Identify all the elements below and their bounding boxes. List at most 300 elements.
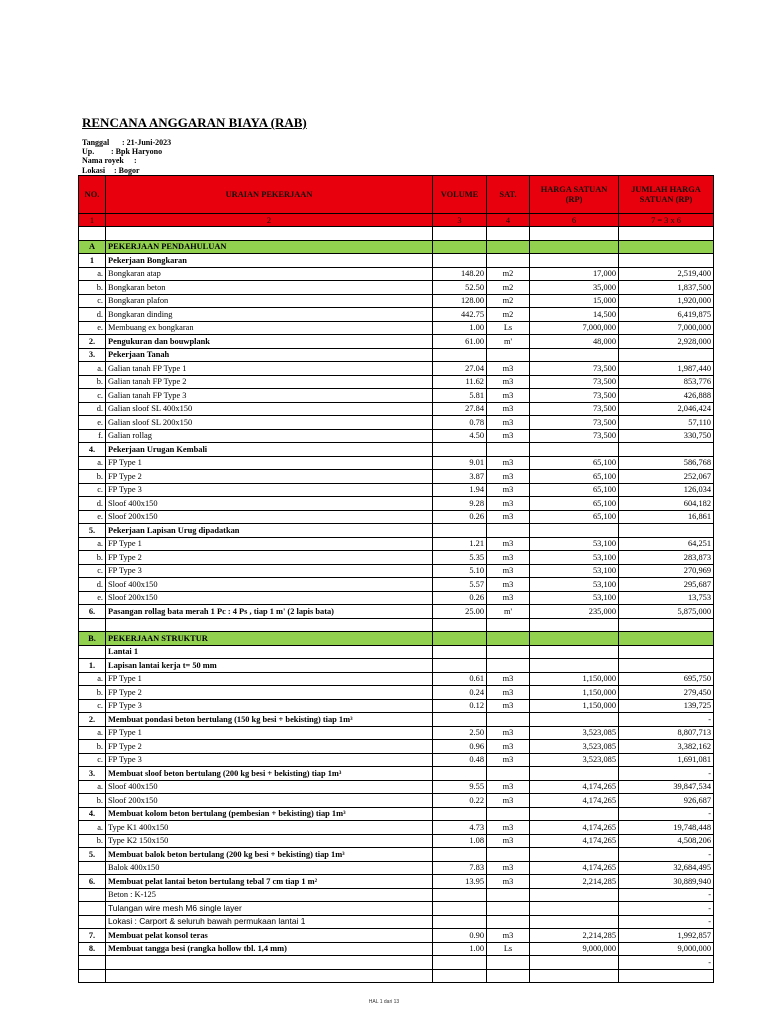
row-volume: 0.96 [433,740,487,754]
row-volume: 4.73 [433,821,487,835]
row-harga: 15,000 [530,294,619,308]
row-jumlah: 13,753 [619,591,714,605]
row-harga: 2,214,285 [530,875,619,889]
row-jumlah [619,969,714,983]
row-no: c. [79,294,106,308]
row-harga [530,902,619,916]
row-jumlah: 604,182 [619,497,714,511]
row-harga: 1,150,000 [530,686,619,700]
table-row [79,294,714,308]
row-uraian: Pekerjaan Bongkaran [106,254,433,268]
row-harga: 53,100 [530,591,619,605]
table-row [79,713,714,727]
table-row [79,929,714,943]
row-harga: 73,500 [530,429,619,443]
table-row [79,281,714,295]
row-uraian: FP Type 2 [106,740,433,754]
table-row [79,362,714,376]
row-uraian: FP Type 1 [106,726,433,740]
row-jumlah: 1,987,440 [619,362,714,376]
row-harga: 4,174,265 [530,834,619,848]
table-row [79,794,714,808]
meta-nama-proyek: Nama royek : [82,156,137,166]
row-sat: m3 [487,564,530,578]
row-volume [433,969,487,983]
row-uraian: Type K2 150x150 [106,834,433,848]
row-harga: 53,100 [530,537,619,551]
table-row [79,375,714,389]
row-no: 6. [79,605,106,619]
row-no [79,915,106,929]
page-footer: HAL 1 dari 13 [368,999,400,1005]
row-volume: 25.00 [433,605,487,619]
row-jumlah: 39,847,534 [619,780,714,794]
row-sat [487,618,530,632]
row-volume: 0.48 [433,753,487,767]
row-jumlah: - [619,767,714,781]
row-uraian: Galian tanah FP Type 1 [106,362,433,376]
row-volume [433,713,487,727]
row-uraian: FP Type 2 [106,686,433,700]
row-jumlah [619,254,714,268]
blank-row [79,227,714,241]
row-harga [530,618,619,632]
row-jumlah: - [619,848,714,862]
table-row [79,537,714,551]
row-jumlah: 279,450 [619,686,714,700]
row-volume [433,807,487,821]
table-row [79,726,714,740]
row-harga: 2,214,285 [530,929,619,943]
row-sat [487,969,530,983]
row-no: e. [79,510,106,524]
row-jumlah: 1,992,857 [619,929,714,943]
row-harga: 73,500 [530,416,619,430]
row-volume: 0.26 [433,591,487,605]
row-jumlah: 57,110 [619,416,714,430]
row-harga [530,348,619,362]
table-row [79,861,714,875]
row-harga: 7,000,000 [530,321,619,335]
row-sat [487,227,530,241]
row-jumlah: 126,034 [619,483,714,497]
row-jumlah [619,659,714,673]
index-2: 2 [106,214,433,227]
row-harga: 65,100 [530,497,619,511]
row-no [79,618,106,632]
row-jumlah: 16,861 [619,510,714,524]
row-jumlah [619,645,714,659]
table-row [79,470,714,484]
row-jumlah: 7,000,000 [619,321,714,335]
row-volume: 148.20 [433,267,487,281]
row-no: A [79,240,106,254]
table-row [79,551,714,565]
row-no: c. [79,699,106,713]
row-volume [433,632,487,646]
row-jumlah [619,632,714,646]
row-harga: 53,100 [530,578,619,592]
row-jumlah: 426,888 [619,389,714,403]
row-uraian: Bongkaran plafon [106,294,433,308]
index-1: 1 [79,214,106,227]
row-harga [530,713,619,727]
row-jumlah: 330,750 [619,429,714,443]
row-volume [433,915,487,929]
row-harga [530,443,619,457]
row-uraian: Galian sloof SL 200x150 [106,416,433,430]
row-jumlah: 19,748,448 [619,821,714,835]
row-jumlah: 6,419,875 [619,308,714,322]
meta-up: Up. : Bpk Haryono [82,147,163,157]
row-uraian: FP Type 3 [106,483,433,497]
row-sat [487,956,530,970]
row-uraian: PEKERJAAN PENDAHULUAN [106,240,433,254]
row-no: c. [79,564,106,578]
table-row [79,483,714,497]
rab-table [78,175,714,983]
row-no: 5. [79,848,106,862]
row-uraian: FP Type 1 [106,456,433,470]
table-row [79,321,714,335]
row-harga [530,767,619,781]
row-uraian: Pengukuran dan bouwplank [106,335,433,349]
table-body [79,227,714,983]
row-uraian: Sloof 200x150 [106,794,433,808]
row-sat [487,888,530,902]
row-sat: m3 [487,456,530,470]
row-sat: m3 [487,821,530,835]
row-no: e. [79,321,106,335]
row-uraian [106,956,433,970]
row-harga: 4,174,265 [530,780,619,794]
row-jumlah: 926,687 [619,794,714,808]
row-volume [433,240,487,254]
document-meta [82,138,171,175]
row-sat [487,348,530,362]
row-volume [433,254,487,268]
row-harga: 65,100 [530,470,619,484]
table-row [79,605,714,619]
row-jumlah [619,618,714,632]
row-no: c. [79,389,106,403]
row-uraian: Sloof 400x150 [106,780,433,794]
table-row [79,429,714,443]
row-harga: 65,100 [530,510,619,524]
row-no [79,902,106,916]
row-volume [433,888,487,902]
row-volume: 11.62 [433,375,487,389]
row-uraian: Membuat pelat konsol teras [106,929,433,943]
row-volume [433,848,487,862]
row-sat: m' [487,335,530,349]
row-sat: m3 [487,416,530,430]
row-uraian: Membuat sloof beton bertulang (200 kg besi + bekisting) tiap 1m³ [106,767,433,781]
row-harga [530,956,619,970]
row-no [79,969,106,983]
row-volume: 0.90 [433,929,487,943]
row-volume: 442.75 [433,308,487,322]
row-sat: m3 [487,551,530,565]
row-harga: 4,174,265 [530,794,619,808]
row-volume [433,902,487,916]
row-harga: 4,174,265 [530,821,619,835]
row-uraian: Bongkaran beton [106,281,433,295]
table-row [79,389,714,403]
row-uraian: Type K1 400x150 [106,821,433,835]
table-header-row [79,176,714,214]
row-no: 2. [79,713,106,727]
row-harga: 3,523,085 [530,740,619,754]
row-volume: 4.50 [433,429,487,443]
row-harga: 14,500 [530,308,619,322]
row-sat: m3 [487,780,530,794]
row-sat: m3 [487,375,530,389]
row-uraian: Pekerjaan Urugan Kembali [106,443,433,457]
row-harga [530,888,619,902]
row-sat: m2 [487,267,530,281]
row-uraian: Sloof 200x150 [106,591,433,605]
row-volume [433,659,487,673]
row-uraian: Lapisan lantai kerja t= 50 mm [106,659,433,673]
row-jumlah: 4,508,206 [619,834,714,848]
row-jumlah [619,227,714,241]
row-harga: 3,523,085 [530,726,619,740]
blank-row [79,969,714,983]
row-volume: 0.22 [433,794,487,808]
row-no: b. [79,740,106,754]
row-sat: m3 [487,672,530,686]
row-harga: 1,150,000 [530,699,619,713]
row-sat: m3 [487,861,530,875]
row-sat: Ls [487,942,530,956]
row-jumlah: 139,725 [619,699,714,713]
row-no: a. [79,780,106,794]
row-sat [487,240,530,254]
row-volume: 5.81 [433,389,487,403]
row-jumlah: 586,768 [619,456,714,470]
row-volume: 9.01 [433,456,487,470]
row-sat: m3 [487,726,530,740]
row-no: a. [79,537,106,551]
row-jumlah [619,443,714,457]
table-row [79,267,714,281]
row-sat [487,713,530,727]
row-no: d. [79,497,106,511]
row-uraian: Pasangan rollag bata merah 1 Pc : 4 Ps , tiap 1 m' (2 lapis bata) [106,605,433,619]
row-harga: 235,000 [530,605,619,619]
row-sat: m3 [487,389,530,403]
row-no: a. [79,821,106,835]
row-volume: 0.61 [433,672,487,686]
row-uraian: Membuat pelat lantai beton bertulang tebal 7 cm tiap 1 m² [106,875,433,889]
table-row [79,564,714,578]
header-uraian: URAIAN PEKERJAAN [106,176,433,214]
table-row [79,254,714,268]
row-no: 1. [79,659,106,673]
row-sat [487,254,530,268]
row-no: d. [79,402,106,416]
row-volume: 128.00 [433,294,487,308]
table-row [79,402,714,416]
row-harga [530,240,619,254]
row-volume: 3.87 [433,470,487,484]
row-volume: 61.00 [433,335,487,349]
row-no: 3. [79,767,106,781]
row-volume: 5.57 [433,578,487,592]
row-no: 3. [79,348,106,362]
row-uraian: Beton : K-125 [106,888,433,902]
table-row [79,848,714,862]
table-row [79,740,714,754]
table-row [79,942,714,956]
row-jumlah: 2,928,000 [619,335,714,349]
row-volume [433,227,487,241]
row-volume: 9.28 [433,497,487,511]
row-no: b. [79,375,106,389]
row-sat: m' [487,605,530,619]
row-sat: m3 [487,537,530,551]
row-harga [530,807,619,821]
row-harga: 9,000,000 [530,942,619,956]
row-no: e. [79,591,106,605]
row-volume: 2.50 [433,726,487,740]
table-row [79,902,714,916]
row-jumlah: 64,251 [619,537,714,551]
row-jumlah: 30,889,940 [619,875,714,889]
row-sat [487,767,530,781]
section-row [79,240,714,254]
row-jumlah: 1,691,081 [619,753,714,767]
row-volume [433,443,487,457]
row-harga: 3,523,085 [530,753,619,767]
row-volume: 27.04 [433,362,487,376]
row-jumlah: 252,067 [619,470,714,484]
row-sat: m3 [487,470,530,484]
row-uraian: Galian tanah FP Type 3 [106,389,433,403]
row-sat: m3 [487,875,530,889]
row-volume: 0.24 [433,686,487,700]
row-no: 7. [79,929,106,943]
row-volume: 27.84 [433,402,487,416]
row-uraian: Lokasi : Carport & seluruh bawah permukaan lantai 1 [106,915,433,929]
row-no [79,645,106,659]
row-volume [433,767,487,781]
row-sat [487,915,530,929]
table-row [79,308,714,322]
row-no: b. [79,281,106,295]
row-uraian: FP Type 3 [106,564,433,578]
index-4: 4 [487,214,530,227]
row-harga: 53,100 [530,564,619,578]
row-harga [530,915,619,929]
row-no: 8. [79,942,106,956]
table-row [79,834,714,848]
row-uraian: Sloof 200x150 [106,510,433,524]
row-uraian [106,618,433,632]
row-no: b. [79,470,106,484]
row-sat [487,443,530,457]
row-harga: 73,500 [530,389,619,403]
row-jumlah: 9,000,000 [619,942,714,956]
header-volume: VOLUME [433,176,487,214]
row-uraian: Pekerjaan Lapisan Urug dipadatkan [106,524,433,538]
row-harga: 4,174,265 [530,861,619,875]
index-7: 7 = 3 x 6 [619,214,714,227]
row-harga: 53,100 [530,551,619,565]
table-row [79,416,714,430]
row-volume: 1.94 [433,483,487,497]
row-jumlah: 1,920,000 [619,294,714,308]
table-row [79,821,714,835]
row-sat: m3 [487,591,530,605]
table-row [79,767,714,781]
row-sat [487,902,530,916]
row-sat [487,659,530,673]
index-6: 6 [530,214,619,227]
row-volume: 5.35 [433,551,487,565]
row-uraian: Galian sloof SL 400x150 [106,402,433,416]
row-uraian: Membuat tangga besi (rangka hollow tbl. 1,4 mm) [106,942,433,956]
row-volume: 52.50 [433,281,487,295]
row-no: 1 [79,254,106,268]
row-sat [487,645,530,659]
row-harga: 73,500 [530,402,619,416]
row-no: a. [79,456,106,470]
row-sat [487,807,530,821]
row-uraian: FP Type 1 [106,672,433,686]
row-volume: 9.55 [433,780,487,794]
row-uraian: Galian tanah FP Type 2 [106,375,433,389]
row-volume: 0.26 [433,510,487,524]
row-jumlah: - [619,956,714,970]
row-no: f. [79,429,106,443]
table-row [79,699,714,713]
row-no: a. [79,362,106,376]
row-sat: m3 [487,402,530,416]
row-uraian: Membuat balok beton bertulang (200 kg besi + bekisting) tiap 1m³ [106,848,433,862]
row-no: b. [79,686,106,700]
row-no: a. [79,672,106,686]
meta-tanggal: Tanggal : 21-Juni-2023 [82,138,172,147]
row-uraian: Sloof 400x150 [106,578,433,592]
row-no: b. [79,794,106,808]
row-volume: 7.83 [433,861,487,875]
row-harga [530,645,619,659]
row-jumlah: 2,046,424 [619,402,714,416]
row-jumlah: - [619,888,714,902]
row-volume: 1.08 [433,834,487,848]
row-volume: 1.00 [433,942,487,956]
row-uraian [106,969,433,983]
row-no: 5. [79,524,106,538]
row-sat: m3 [487,794,530,808]
header-sat: SAT. [487,176,530,214]
row-uraian: PEKERJAAN STRUKTUR [106,632,433,646]
section-row [79,632,714,646]
row-no: c. [79,753,106,767]
table-row [79,645,714,659]
row-uraian: Tulangan wire mesh M6 single layer [106,902,433,916]
row-jumlah: 5,875,000 [619,605,714,619]
row-sat: m3 [487,362,530,376]
row-jumlah: - [619,713,714,727]
row-volume [433,348,487,362]
row-no: e. [79,416,106,430]
row-harga [530,632,619,646]
row-no [79,956,106,970]
row-no: 2. [79,335,106,349]
